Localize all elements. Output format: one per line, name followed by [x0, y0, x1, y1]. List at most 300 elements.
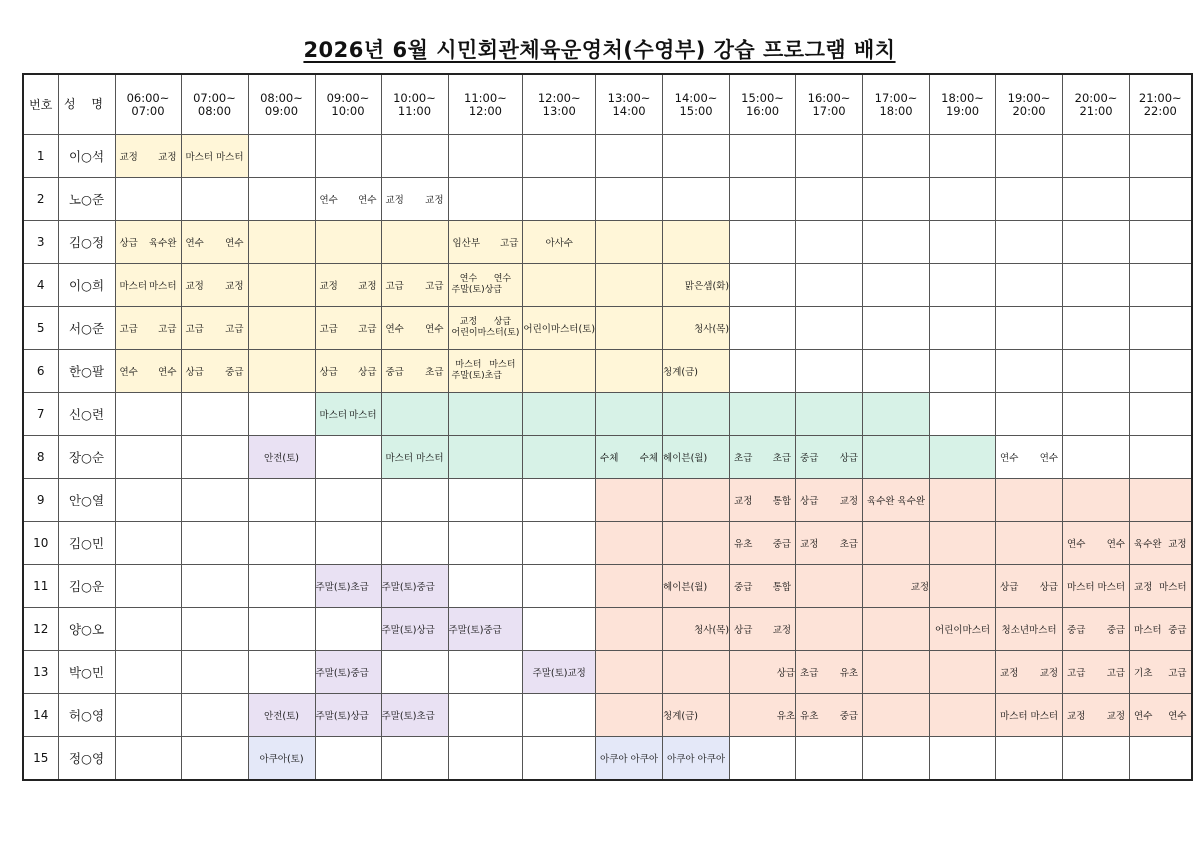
class-label: 청소년마스터: [996, 608, 1063, 651]
row-number: 5: [23, 307, 58, 350]
schedule-cell: [381, 651, 448, 694]
header-slot: [115, 74, 181, 135]
slot-end: 11:00: [397, 103, 432, 118]
schedule-cell: [996, 479, 1063, 522]
schedule-cell: [523, 350, 596, 393]
instructor-name: 김○민: [58, 522, 115, 565]
instructor-name: 이○석: [58, 135, 115, 178]
class-label: 주말(토)초급: [381, 694, 448, 737]
schedule-cell: [248, 522, 315, 565]
schedule-cell: [1130, 436, 1192, 479]
schedule-cell: [863, 221, 930, 264]
schedule-cell: [1063, 565, 1130, 608]
schedule-cell: [248, 178, 315, 221]
schedule-cell: [115, 350, 181, 393]
class-label: 교정: [158, 152, 177, 163]
header-slot: [863, 74, 930, 135]
page-title-text: 2026년 6월 시민회관체육운영처(수영부) 강습 프로그램 배치: [303, 38, 896, 62]
schedule-cell: [730, 178, 796, 221]
class-label: 상급: [185, 367, 204, 378]
schedule-cell: [448, 178, 523, 221]
schedule-cell: [663, 393, 730, 436]
schedule-cell: [315, 307, 381, 350]
schedule-cell: [930, 436, 996, 479]
schedule-cell: [1130, 393, 1192, 436]
class-label: 상급: [358, 367, 377, 378]
slot-end: 09:00: [264, 103, 299, 118]
header-name: 성 명: [58, 74, 115, 135]
schedule-cell: [115, 565, 181, 608]
schedule-cell: [381, 350, 448, 393]
class-label: 교정: [319, 281, 338, 292]
schedule-cell: [663, 737, 730, 781]
slot-end: 08:00: [197, 103, 232, 118]
schedule-cell: [381, 307, 448, 350]
class-label: 연수: [1067, 539, 1086, 550]
slot-start: 12:00~: [537, 90, 581, 105]
slot-start: 15:00~: [741, 90, 784, 105]
schedule-cell: [730, 737, 796, 781]
table-row: [23, 307, 1192, 350]
class-label: 초급: [734, 453, 753, 464]
slot-start: 19:00~: [1007, 90, 1051, 105]
schedule-cell: [1063, 479, 1130, 522]
instructor-name: 노○준: [58, 178, 115, 221]
slot-start: 06:00~: [126, 90, 170, 105]
schedule-cell: [863, 522, 930, 565]
schedule-cell: [523, 436, 596, 479]
schedule-cell: [930, 479, 996, 522]
slot-end: 12:00: [468, 103, 503, 118]
class-label: 교정: [358, 281, 377, 292]
class-label: 교정: [863, 565, 930, 608]
slot-end: 18:00: [879, 103, 913, 118]
class-label: 육수완: [897, 496, 926, 507]
class-label: 연수: [1134, 711, 1153, 722]
table-row: [23, 565, 1192, 608]
class-label: 마스터: [215, 152, 244, 163]
class-label: 중급: [772, 539, 792, 550]
slot-end: 13:00: [542, 103, 576, 118]
schedule-cell: [523, 608, 596, 651]
schedule-cell: [248, 264, 315, 307]
class-label: 교정: [772, 625, 792, 636]
slot-start: 21:00~: [1138, 90, 1182, 105]
class-label: 중급: [734, 582, 753, 593]
table-row: [23, 350, 1192, 393]
schedule-cell: [930, 264, 996, 307]
schedule-cell: [596, 651, 663, 694]
schedule-cell: [248, 221, 315, 264]
schedule-cell: [796, 694, 863, 737]
schedule-cell: [448, 436, 523, 479]
schedule-cell: [315, 264, 381, 307]
schedule-cell: [663, 178, 730, 221]
schedule-cell: [996, 694, 1063, 737]
schedule-cell: [863, 436, 930, 479]
class-label: 교정: [839, 496, 859, 507]
class-label: 고급: [425, 281, 444, 292]
instructor-name: 김○운: [58, 565, 115, 608]
schedule-cell: [730, 135, 796, 178]
schedule-cell: [381, 479, 448, 522]
class-label: 연수: [493, 274, 512, 284]
schedule-cell: [596, 608, 663, 651]
schedule-cell: [1063, 264, 1130, 307]
header-slot: [663, 74, 730, 135]
class-label: 상급: [1039, 582, 1059, 593]
slot-end: 07:00: [131, 103, 165, 118]
table-row: [23, 221, 1192, 264]
instructor-name: 서○준: [58, 307, 115, 350]
schedule-cell: [1063, 608, 1130, 651]
schedule-cell: [1063, 307, 1130, 350]
schedule-cell: [863, 264, 930, 307]
class-label: 고급: [358, 324, 377, 335]
class-label: 주말(토)초급: [451, 371, 502, 381]
row-number: 4: [23, 264, 58, 307]
class-label: 연수: [158, 367, 177, 378]
class-label: 헤이븐(월): [663, 565, 730, 608]
schedule-cell: [796, 436, 863, 479]
slot-start: 10:00~: [393, 90, 436, 105]
class-label: 아쿠아: [600, 754, 628, 765]
schedule-cell: [663, 135, 730, 178]
schedule-cell: [663, 522, 730, 565]
schedule-cell: [381, 264, 448, 307]
class-label: 고급: [225, 324, 244, 335]
class-label: 유초: [730, 694, 796, 737]
schedule-cell: [1130, 694, 1192, 737]
schedule-cell: [181, 694, 248, 737]
schedule-cell: [315, 350, 381, 393]
slot-start: 07:00~: [193, 90, 236, 105]
schedule-cell: [448, 565, 523, 608]
slot-start: 16:00~: [807, 90, 851, 105]
class-label: 마스터: [185, 152, 214, 163]
header-slot: [448, 74, 523, 135]
schedule-cell: [1063, 221, 1130, 264]
schedule-cell: [796, 522, 863, 565]
header-num: 번호: [23, 74, 58, 135]
class-label: 유초: [734, 539, 753, 550]
row-number: 2: [23, 178, 58, 221]
table-row: [23, 135, 1192, 178]
schedule-cell: [796, 479, 863, 522]
schedule-cell: [796, 221, 863, 264]
class-label: 초급: [839, 539, 859, 550]
schedule-cell: [596, 694, 663, 737]
class-label: 주말(토)중급: [448, 608, 523, 651]
schedule-cell: [596, 264, 663, 307]
class-label: 어린이마스터: [930, 608, 996, 651]
schedule-cell: [448, 522, 523, 565]
instructor-name: 김○정: [58, 221, 115, 264]
schedule-cell: [863, 178, 930, 221]
class-label: 주말(토)상급: [451, 285, 502, 295]
slot-end: 16:00: [745, 103, 780, 118]
header-slot: [381, 74, 448, 135]
schedule-cell: [248, 565, 315, 608]
class-label: 상급: [119, 238, 138, 249]
class-label: 교정: [385, 195, 404, 206]
schedule-cell: [523, 135, 596, 178]
schedule-cell: [663, 651, 730, 694]
table-row: [23, 608, 1192, 651]
schedule-cell: [381, 221, 448, 264]
schedule-cell: [863, 694, 930, 737]
schedule-cell: [115, 694, 181, 737]
schedule-cell: [381, 436, 448, 479]
schedule-cell: [996, 350, 1063, 393]
schedule-cell: [996, 264, 1063, 307]
schedule-cell: [523, 178, 596, 221]
class-label: 통합: [772, 582, 792, 593]
class-label: 안전(토): [248, 694, 315, 737]
schedule-cell: [1063, 522, 1130, 565]
class-label: 아쿠아: [667, 754, 695, 765]
schedule-cell: [448, 737, 523, 781]
class-label: 유초: [800, 711, 819, 722]
class-label: 주말(토)상급: [381, 608, 448, 651]
schedule-cell: [181, 479, 248, 522]
schedule-cell: [1130, 221, 1192, 264]
schedule-cell: [181, 393, 248, 436]
class-label: 교정: [1000, 668, 1019, 679]
schedule-cell: [1063, 651, 1130, 694]
schedule-cell: [930, 307, 996, 350]
schedule-cell: [448, 694, 523, 737]
schedule-cell: [523, 565, 596, 608]
schedule-cell: [523, 264, 596, 307]
row-number: 14: [23, 694, 58, 737]
schedule-cell: [930, 522, 996, 565]
schedule-cell: [115, 479, 181, 522]
class-label: 청사(목): [663, 307, 730, 350]
row-number: 1: [23, 135, 58, 178]
class-label: 고급: [500, 238, 519, 249]
schedule-cell: [315, 178, 381, 221]
class-label: 주말(토)교정: [523, 651, 596, 694]
schedule-cell: [381, 135, 448, 178]
class-label: 중급: [1106, 625, 1126, 636]
row-number: 9: [23, 479, 58, 522]
row-number: 3: [23, 221, 58, 264]
row-number: 11: [23, 565, 58, 608]
schedule-cell: [596, 737, 663, 781]
schedule-cell: [930, 651, 996, 694]
header-slot: [248, 74, 315, 135]
class-label: 청계(금): [663, 694, 730, 737]
class-label: 임산부: [452, 238, 481, 249]
class-label: 교정: [185, 281, 204, 292]
instructor-name: 양○오: [58, 608, 115, 651]
schedule-cell: [181, 135, 248, 178]
schedule-cell: [248, 350, 315, 393]
schedule-cell: [381, 178, 448, 221]
header-slot: [796, 74, 863, 135]
schedule-cell: [248, 393, 315, 436]
schedule-cell: [1130, 135, 1192, 178]
schedule-cell: [523, 393, 596, 436]
schedule-cell: [115, 436, 181, 479]
schedule-cell: [996, 565, 1063, 608]
header-slot: [1063, 74, 1130, 135]
class-label: 연수: [1106, 539, 1126, 550]
schedule-cell: [181, 737, 248, 781]
class-label: 교정: [425, 195, 444, 206]
schedule-cell: [930, 221, 996, 264]
schedule-cell: [381, 393, 448, 436]
schedule-cell: [796, 651, 863, 694]
schedule-cell: [523, 479, 596, 522]
slot-start: 17:00~: [874, 90, 918, 105]
header-slot: [596, 74, 663, 135]
class-label: 중급: [1168, 625, 1187, 636]
slot-end: 15:00: [679, 103, 713, 118]
schedule-cell: [930, 350, 996, 393]
class-label: 교정: [800, 539, 819, 550]
class-label: 수체: [639, 453, 659, 464]
header-slot: [181, 74, 248, 135]
schedule-cell: [181, 350, 248, 393]
class-label: 연수: [1039, 453, 1059, 464]
instructor-name: 장○순: [58, 436, 115, 479]
class-label: 통합: [772, 496, 792, 507]
class-label: 상급: [319, 367, 338, 378]
slot-end: 10:00: [331, 103, 365, 118]
schedule-cell: [796, 393, 863, 436]
schedule-cell: [930, 135, 996, 178]
schedule-cell: [596, 565, 663, 608]
table-row: [23, 479, 1192, 522]
class-label: 중급: [839, 711, 859, 722]
class-label: 마스터: [1097, 582, 1126, 593]
schedule-cell: [863, 393, 930, 436]
class-label: 상급: [839, 453, 859, 464]
schedule-cell: [930, 393, 996, 436]
schedule-cell: [596, 522, 663, 565]
schedule-cell: [730, 608, 796, 651]
class-label: 고급: [158, 324, 177, 335]
schedule-cell: [523, 522, 596, 565]
schedule-cell: [381, 522, 448, 565]
slot-start: 11:00~: [464, 90, 507, 105]
schedule-cell: [996, 436, 1063, 479]
schedule-cell: [730, 393, 796, 436]
schedule-cell: [1130, 565, 1192, 608]
class-label: 마스터: [1159, 582, 1187, 593]
slot-end: 19:00: [945, 103, 980, 118]
schedule-cell: [863, 651, 930, 694]
schedule-cell: [730, 522, 796, 565]
schedule-cell: [448, 479, 523, 522]
row-number: 15: [23, 737, 58, 781]
schedule-cell: [448, 651, 523, 694]
class-label: 아사수: [523, 221, 596, 264]
schedule-cell: [115, 178, 181, 221]
table-row: [23, 264, 1192, 307]
schedule-cell: [181, 608, 248, 651]
class-label: 교정: [1168, 539, 1187, 550]
schedule-cell: [930, 565, 996, 608]
schedule-cell: [448, 393, 523, 436]
schedule-cell: [1130, 350, 1192, 393]
schedule-cell: [1063, 135, 1130, 178]
schedule-cell: [315, 221, 381, 264]
schedule-cell: [796, 350, 863, 393]
schedule-cell: [596, 436, 663, 479]
slot-end: 21:00: [1079, 103, 1113, 118]
class-label: 아쿠아(토): [248, 737, 315, 781]
schedule-body: [23, 135, 1192, 781]
header-slot: [1130, 74, 1192, 135]
class-label: 초급: [800, 668, 819, 679]
schedule-cell: [248, 135, 315, 178]
schedule-cell: [596, 221, 663, 264]
schedule-cell: [115, 651, 181, 694]
class-label: 교정: [1106, 711, 1126, 722]
table-row: [23, 651, 1192, 694]
class-label: 마스터: [1134, 625, 1162, 636]
schedule-cell: [1063, 350, 1130, 393]
class-label: 연수: [425, 324, 444, 335]
header-slot: [996, 74, 1063, 135]
class-label: 고급: [185, 324, 204, 335]
class-label: 아쿠아: [697, 754, 726, 765]
schedule-cell: [315, 436, 381, 479]
schedule-cell: [248, 651, 315, 694]
class-label: 교정: [734, 496, 753, 507]
class-label: 중급: [800, 453, 819, 464]
instructor-name: 신○련: [58, 393, 115, 436]
class-label: 수체: [600, 453, 619, 464]
class-label: 고급: [1168, 668, 1187, 679]
schedule-cell: [863, 608, 930, 651]
instructor-name: 박○민: [58, 651, 115, 694]
schedule-cell: [115, 307, 181, 350]
slot-start: 14:00~: [674, 90, 718, 105]
schedule-cell: [863, 307, 930, 350]
class-label: 마스터: [385, 453, 414, 464]
schedule-cell: [523, 737, 596, 781]
schedule-cell: [1063, 737, 1130, 781]
schedule-cell: [596, 135, 663, 178]
schedule-cell: [181, 565, 248, 608]
schedule-cell: [596, 479, 663, 522]
schedule-cell: [796, 135, 863, 178]
class-label: 상급: [730, 651, 796, 694]
class-label: 맑은샘(화): [663, 264, 730, 307]
schedule-cell: [730, 350, 796, 393]
schedule-cell: [596, 307, 663, 350]
schedule-cell: [663, 479, 730, 522]
class-label: 육수완: [1134, 539, 1162, 550]
class-label: 어린이마스터(토): [451, 328, 520, 338]
schedule-cell: [315, 737, 381, 781]
class-label: 유초: [839, 668, 859, 679]
class-label: 교정: [459, 317, 478, 327]
schedule-cell: [796, 737, 863, 781]
class-label: 연수: [119, 367, 138, 378]
row-number: 10: [23, 522, 58, 565]
class-label: 마스터: [455, 360, 482, 370]
schedule-cell: [796, 264, 863, 307]
schedule-cell: [115, 264, 181, 307]
row-number: 12: [23, 608, 58, 651]
schedule-cell: [663, 221, 730, 264]
class-label: 고급: [1067, 668, 1086, 679]
